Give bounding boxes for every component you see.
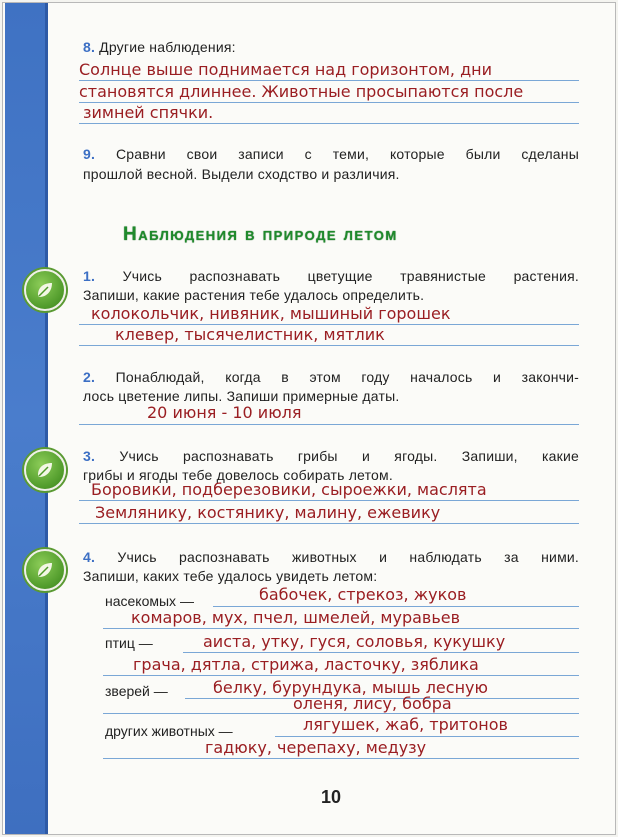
beasts-answer-line-2: оленя, лису, бобра: [293, 694, 452, 713]
writing-line: [79, 523, 579, 524]
task-3-prompt-line-1: [83, 446, 579, 466]
task-4-prompt-line-1: [83, 547, 579, 567]
task-8-prompt: [83, 37, 236, 57]
task-2-text-1: Понаблюдай, когда в этом году началось и закончи-: [115, 369, 580, 385]
task-1-text-1: Учись распознавать цветущие травянистые растения.: [122, 268, 580, 284]
others-answer-line-2: гадюку, черепаху, медузу: [205, 738, 427, 757]
task-3-number: 3.: [83, 448, 96, 464]
task-3-answer-line-2: Землянику, костянику, малину, ежевику: [95, 503, 441, 522]
birds-label: птиц —: [105, 635, 153, 651]
task-4-text-1: Учись распознавать животных и наблюдать за ними.: [117, 549, 580, 565]
writing-line: [275, 736, 579, 737]
birds-answer-line-1: аиста, утку, гуся, соловья, кукушку: [203, 632, 506, 651]
task-3-text-1: Учись распознавать грибы и ягоды. Запиши, какие: [119, 448, 580, 464]
task-9-prompt-line-1: [83, 144, 579, 164]
task-2-number: 2.: [83, 369, 96, 385]
writing-line: [79, 500, 579, 501]
task-9-prompt-line-2: прошлой весной. Выдели сходство и различия.: [83, 166, 400, 182]
writing-line: [103, 628, 579, 629]
task-3-answer-line-1: Боровики, подберезовики, сыроежки, маслята: [91, 480, 487, 499]
task-1-number: 1.: [83, 268, 96, 284]
task-4-prompt-line-2: Запиши, каких тебе удалось увидеть летом:: [83, 568, 378, 584]
section-heading: Наблюдения в природе летом: [123, 224, 398, 245]
birds-answer-line-2: грача, дятла, стрижа, ласточку, зяблика: [133, 655, 479, 674]
task-9-text-1: Сравни свои записи с теми, которые были сделаны: [115, 146, 579, 162]
beasts-label: зверей —: [105, 683, 168, 699]
badge-icon: [24, 549, 66, 591]
workbook-page: [2, 2, 616, 835]
task-1-answer-line-1: колокольчик, нивяник, мышиный горошек: [91, 304, 451, 323]
task-2-prompt-line-2: лось цветение липы. Запиши примерные даты.: [83, 388, 400, 404]
task-1-prompt-line-1: [83, 266, 579, 286]
writing-line: [79, 123, 579, 124]
leaf-icon: [35, 280, 55, 300]
task-8-text: Другие наблюдения:: [99, 39, 236, 55]
task-1-prompt-line-2: Запиши, какие растения тебе удалось определить.: [83, 287, 425, 303]
task-1-answer-line-2: клевер, тысячелистник, мятлик: [115, 325, 385, 344]
insects-label: насекомых —: [105, 593, 194, 609]
badge-icon: [24, 449, 66, 491]
others-answer-line-1: лягушек, жаб, тритонов: [303, 715, 508, 734]
writing-line: [103, 758, 579, 759]
writing-line: [79, 80, 579, 81]
task-2-answer-line-1: 20 июня - 10 июля: [147, 403, 302, 422]
task-9-number: 9.: [83, 146, 96, 162]
beasts-answer-line-1: белку, бурундука, мышь лесную: [213, 678, 488, 697]
writing-line: [103, 713, 579, 714]
badge-icon: [24, 269, 66, 311]
writing-line: [103, 675, 579, 676]
insects-answer-line-1: бабочек, стрекоз, жуков: [259, 585, 467, 604]
page-number: 10: [321, 787, 342, 807]
task-8-answer-line-1: Солнце выше поднимается над горизонтом, дни: [79, 60, 493, 79]
task-3-prompt-line-2: грибы и ягоды тебе довелось собирать летом.: [83, 467, 393, 483]
task-2-prompt-line-1: [83, 367, 579, 387]
leaf-icon: [35, 560, 55, 580]
leaf-icon: [35, 460, 55, 480]
writing-line: [183, 652, 579, 653]
writing-line: [79, 424, 579, 425]
task-8-answer-line-3: зимней спячки.: [83, 103, 214, 122]
blue-margin-strip: [5, 3, 45, 834]
writing-line: [213, 606, 579, 607]
task-4-number: 4.: [83, 549, 96, 565]
others-label: других животных —: [105, 723, 233, 739]
task-8-answer-line-2: становятся длиннее. Животные просыпаются после: [79, 82, 524, 101]
task-8-number: 8.: [83, 39, 96, 55]
insects-answer-line-2: комаров, мух, пчел, шмелей, муравьев: [131, 608, 461, 627]
writing-line: [79, 345, 579, 346]
